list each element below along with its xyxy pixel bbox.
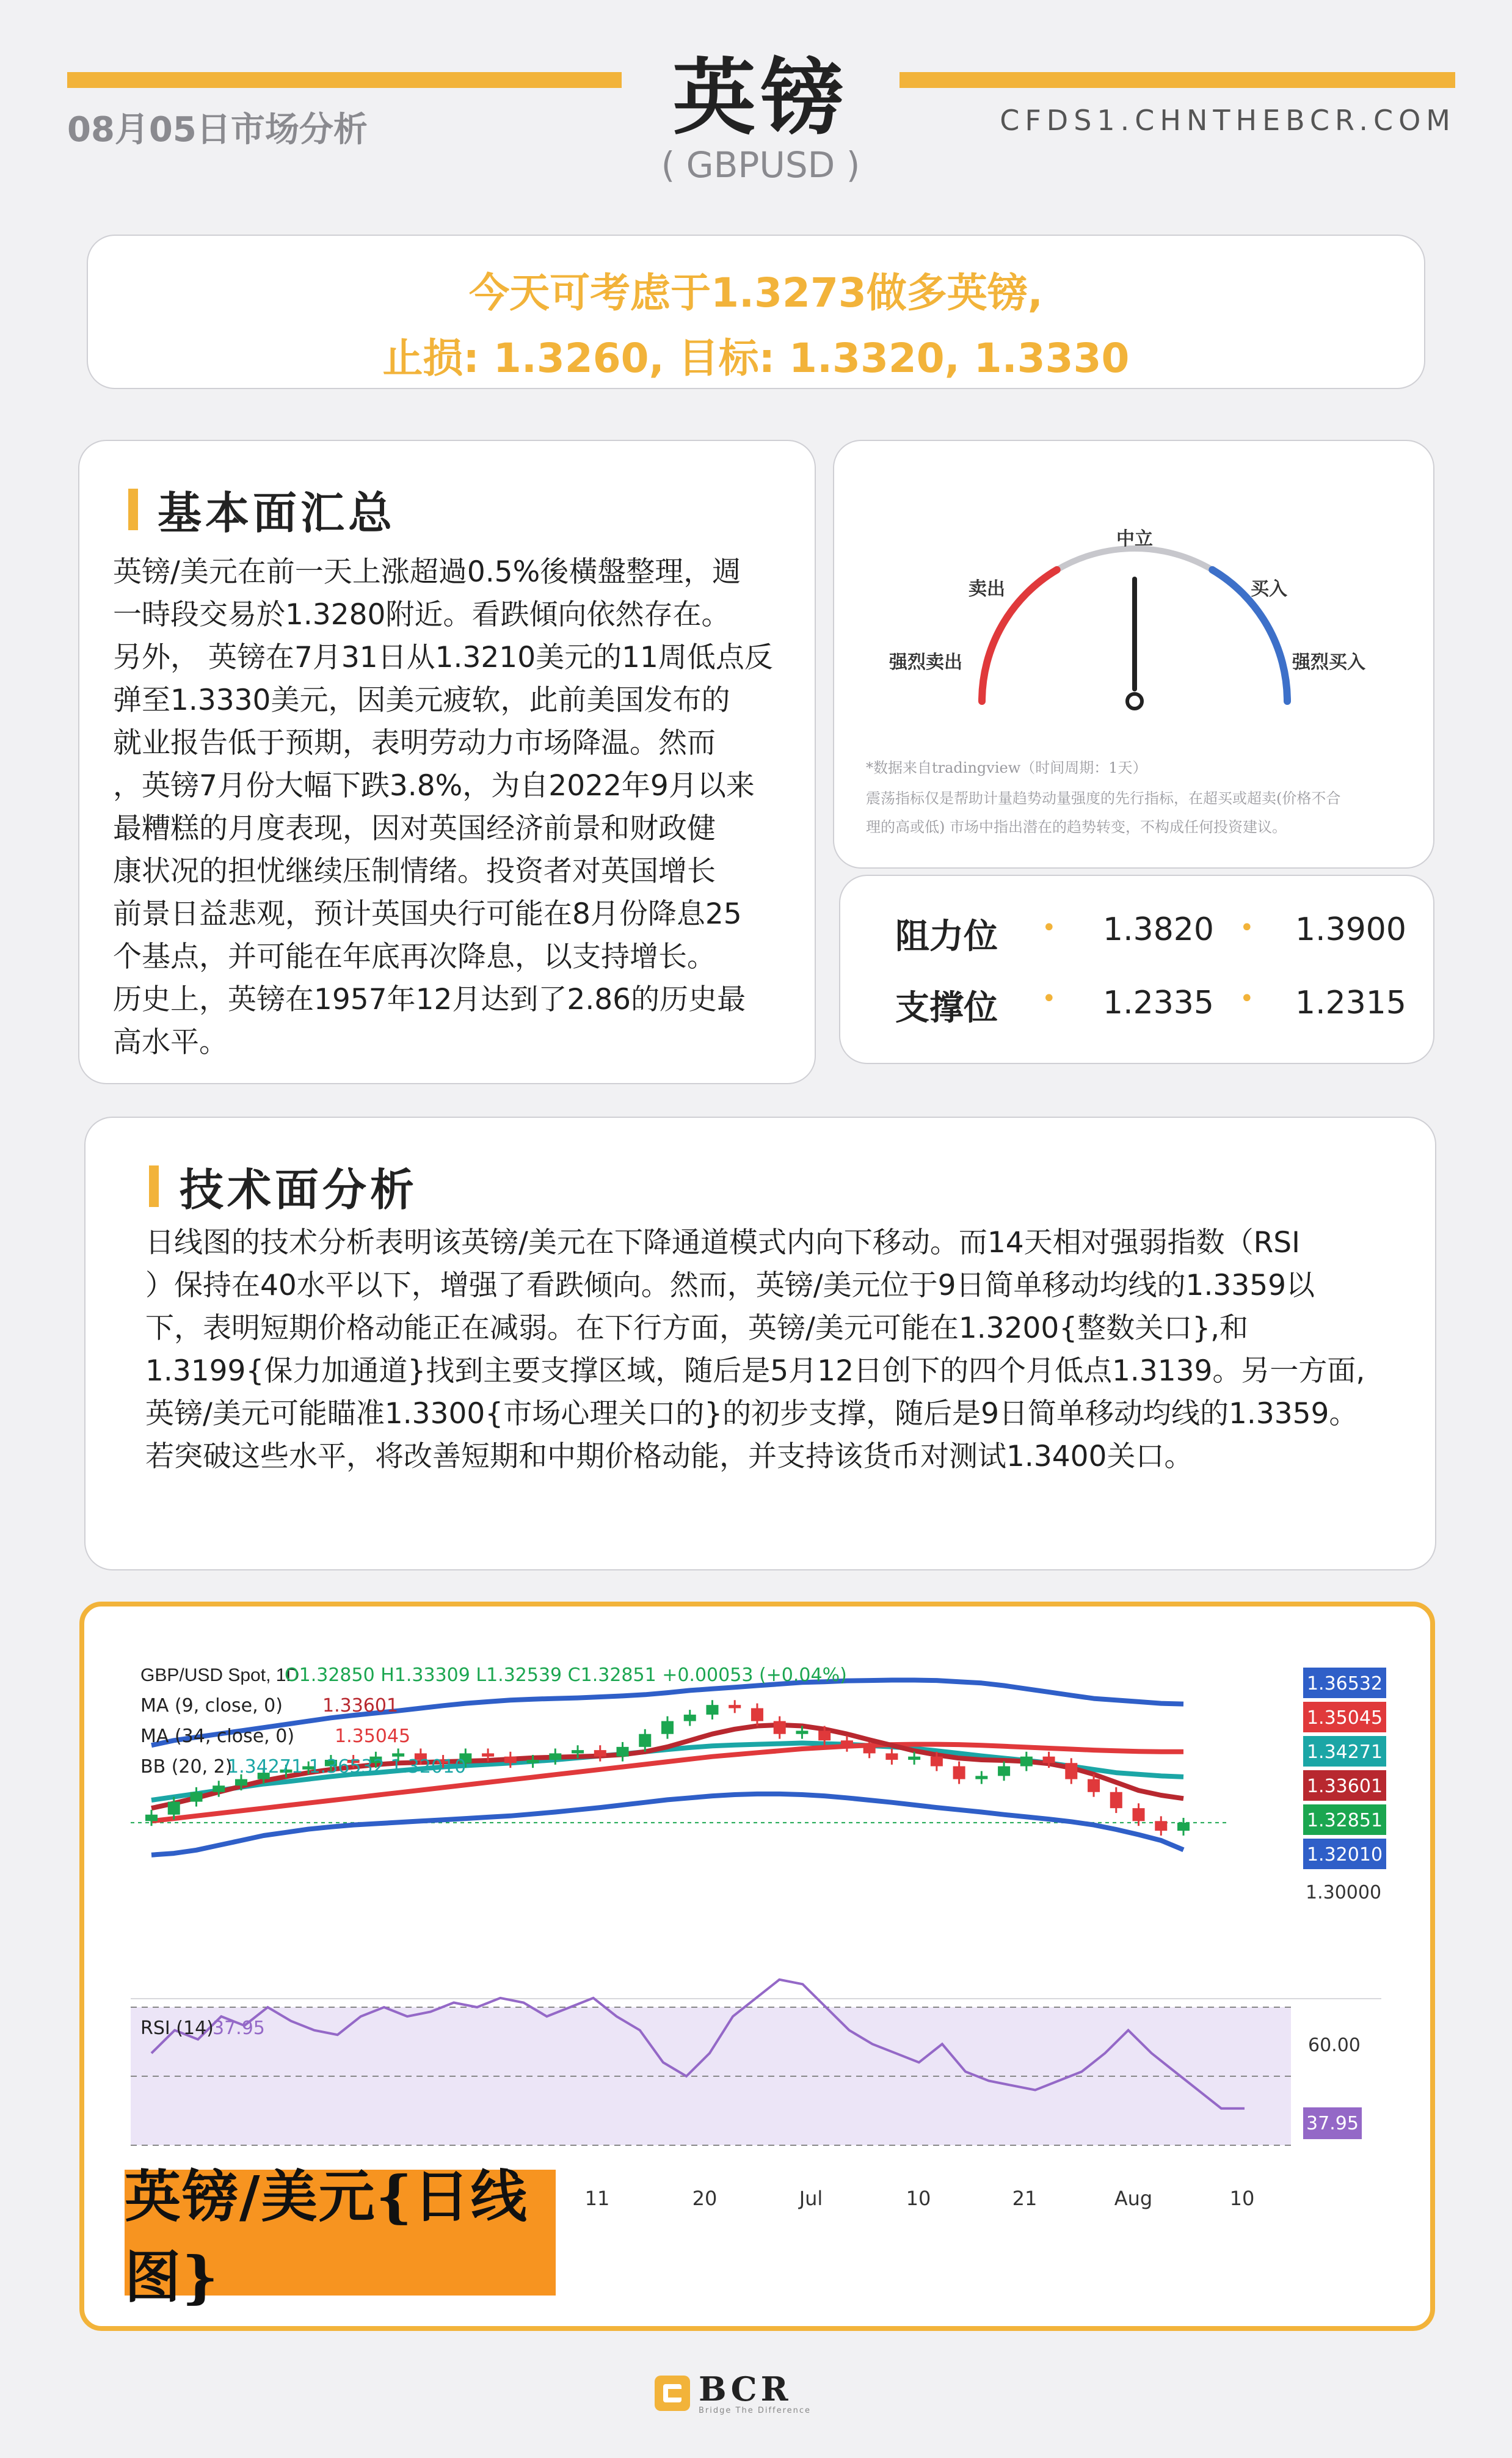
logo-tagline: Bridge The Difference: [699, 2405, 812, 2415]
gauge-label-sell: 卖出: [969, 578, 1005, 600]
resistance-value-2: 1.3900: [1295, 911, 1406, 948]
fundamentals-line: 高水平。: [113, 1026, 228, 1059]
price-tag-label: 1.34271: [1306, 1741, 1383, 1763]
recommendation-card: [87, 235, 1425, 389]
technical-line: 1.3199{保力加通道}找到主要支撑区域，随后是5月12日创下的四个月低点1.3139。另一方面,: [145, 1354, 1365, 1388]
candle-body: [998, 1767, 1010, 1776]
resistance-label: 阻力位: [895, 917, 998, 957]
candle-body: [729, 1705, 741, 1708]
candle-body: [617, 1747, 629, 1757]
gauge-card: [833, 440, 1434, 869]
candle-body: [751, 1708, 763, 1721]
resistance-value-1: 1.3820: [1103, 911, 1214, 948]
candle-body: [1177, 1823, 1190, 1831]
x-tick-label: 10: [1229, 2187, 1255, 2210]
gauge-note-3: 理的高或低) 市场中指出潜在的趋势转变，不构成任何投资建议。: [866, 819, 1287, 836]
candle-body: [706, 1705, 718, 1715]
x-tick-label: 10: [906, 2187, 931, 2210]
candle-body: [796, 1730, 808, 1734]
sentiment-gauge: [834, 478, 1436, 734]
gauge-label-strong-sell: 强烈卖出: [889, 652, 962, 673]
support-label: 支撑位: [895, 988, 998, 1028]
fundamentals-line: 个基点，并可能在年底再次降息，以支持增长。: [113, 940, 716, 974]
candle-body: [953, 1767, 965, 1779]
candle-body: [975, 1776, 987, 1779]
candle-body: [1043, 1757, 1055, 1763]
candle-body: [168, 1802, 180, 1815]
chart-stamp: [125, 2164, 556, 2310]
rsi-value-tag-text: 37.95: [1306, 2113, 1359, 2134]
x-tick-label: Jul: [799, 2187, 823, 2210]
price-tag-label: 1.35045: [1306, 1707, 1383, 1729]
logo-text: BCR: [699, 2369, 792, 2409]
candle-body: [1133, 1808, 1145, 1821]
logo-mark-icon: [655, 2376, 690, 2411]
date-label: 08月05日市场分析: [67, 110, 368, 150]
technical-line: 下，表明短期价格动能正在减弱。在下行方面，英镑/美元可能在1.3200{整数关口},和: [145, 1311, 1249, 1345]
candle-body: [661, 1721, 674, 1734]
candle-body: [594, 1750, 606, 1757]
fundamentals-line: 康状况的担忧继续压制情绪。投资者对英国增长: [113, 855, 716, 888]
technical-line: 若突破这些水平，将改善短期和中期价格动能，并支持该货币对测试1.3400关口。: [145, 1440, 1193, 1473]
candle-body: [774, 1721, 786, 1734]
resistance-dot-2: •: [1240, 914, 1254, 942]
technical-title: 技术面分析: [180, 1164, 418, 1216]
page-title: 英镑: [672, 50, 849, 147]
candle-body: [504, 1757, 517, 1763]
candle-body: [639, 1734, 651, 1747]
candle-body: [482, 1753, 494, 1756]
legend-ma34-value: 1.35045: [335, 1726, 411, 1747]
candle-body: [213, 1785, 225, 1792]
chart-stamp-text: 英镑/美元{日线图}: [125, 2164, 528, 2310]
legend-bb-value: 1.34271 1.36532 1.32010: [227, 1756, 467, 1778]
fundamentals-line: 另外， 英镑在7月31日从1.3210美元的11周低点反: [113, 641, 773, 674]
fundamentals-line: 前景日益悲观，预计英国央行可能在8月份降息25: [113, 897, 742, 931]
fundamentals-line: 弹至1.3330美元，因美元疲软，此前美国发布的: [113, 684, 730, 717]
candle-body: [818, 1730, 831, 1740]
rsi-value: 37.95: [213, 2018, 265, 2039]
support-dot-1: •: [1042, 985, 1056, 1013]
fundamentals-card: [78, 440, 816, 1084]
candle-body: [841, 1740, 853, 1747]
rsi-band: [131, 2007, 1291, 2145]
price-tag-label: 1.32851: [1306, 1810, 1383, 1831]
candle-body: [527, 1760, 539, 1763]
rsi-level-label: 60.00: [1308, 2035, 1361, 2056]
resistance-dot-1: •: [1042, 914, 1056, 942]
site-url[interactable]: CFDS1.CHNTHEBCR.COM: [1000, 104, 1456, 137]
support-value-2: 1.2315: [1295, 985, 1406, 1021]
candle-body: [684, 1715, 696, 1721]
gauge-label-buy: 买入: [1251, 578, 1287, 600]
price-tag-label: 1.33601: [1306, 1776, 1383, 1797]
fundamentals-line: ，英镑7月份大幅下跌3.8%，为自2022年9月以来: [113, 769, 755, 803]
legend-ma9-label: MA (9, close, 0): [140, 1695, 283, 1716]
candle-body: [1020, 1757, 1033, 1767]
footer-logo: [655, 2369, 811, 2418]
legend-ma9-value: 1.33601: [322, 1695, 399, 1716]
price-tag-label: 1.36532: [1306, 1673, 1383, 1694]
candle-body: [235, 1779, 247, 1786]
chart-ohlc: O1.32850 H1.33309 L1.32539 C1.32851 +0.00053 (+0.04%): [285, 1665, 847, 1686]
header-rule-right: [900, 72, 1455, 88]
candle-body: [190, 1792, 202, 1802]
legend-ma34-label: MA (34, close, 0): [140, 1726, 295, 1747]
fundamentals-line: 一時段交易於1.3280附近。看跌傾向依然存在。: [113, 598, 730, 632]
price-tag-label: 1.32010: [1306, 1844, 1383, 1865]
price-axis-label: 1.30000: [1306, 1882, 1382, 1903]
candle-body: [931, 1757, 943, 1767]
candle-body: [1155, 1821, 1167, 1831]
candle-body: [863, 1747, 876, 1754]
candle-body: [1065, 1763, 1077, 1779]
fundamentals-line: 历史上，英镑在1957年12月达到了2.86的历史最: [113, 983, 746, 1016]
recommendation-line-2: 止损: 1.3260, 目标: 1.3320, 1.3330: [382, 335, 1130, 382]
x-tick-label: Aug: [1114, 2187, 1153, 2210]
candle-body: [1088, 1779, 1100, 1792]
technical-line: 日线图的技术分析表明该英镑/美元在下降通道模式内向下移动。而14天相对强弱指数（RSI: [145, 1226, 1300, 1260]
fundamentals-title: 基本面汇总: [158, 487, 396, 539]
x-tick-label: 20: [692, 2187, 718, 2210]
fundamentals-line: 就业报告低于预期，表明劳动力市场降温。然而: [113, 726, 716, 760]
gauge-label-strong-buy: 强烈买入: [1292, 652, 1365, 673]
chart-frame: [79, 1602, 1435, 2331]
recommendation-line-1: 今天可考虑于1.3273做多英镑,: [469, 269, 1043, 316]
fundamentals-line: 最糟糕的月度表现，因对英国经济前景和财政健: [113, 812, 716, 845]
rsi-label: RSI (14): [140, 2018, 214, 2039]
fundamentals-line: 英镑/美元在前一天上涨超過0.5%後橫盤整理，週: [113, 555, 741, 589]
legend-bb-label: BB (20, 2): [140, 1756, 233, 1778]
page-subtitle: ( GBPUSD ): [661, 144, 860, 186]
header-rule-left: [67, 72, 622, 88]
x-tick-label: 21: [1012, 2187, 1038, 2210]
candle-body: [549, 1753, 561, 1760]
gauge-label-neutral: 中立: [1116, 528, 1153, 550]
candle-body: [572, 1750, 584, 1753]
x-tick-label: 11: [584, 2187, 610, 2210]
candle-body: [1110, 1792, 1122, 1808]
candle-body: [145, 1815, 158, 1822]
candle-body: [908, 1757, 920, 1760]
technical-text: [145, 1222, 1403, 1478]
technical-line: 英镑/美元可能瞄准1.3300{市场心理关口的}的初步支撑，随后是9日简单移动均线的1.3359。: [145, 1397, 1358, 1431]
fundamentals-title-bar: [128, 489, 138, 530]
gauge-pivot: [1127, 694, 1142, 709]
chart-title: GBP/USD Spot, 1D: [140, 1665, 300, 1685]
levels-card: [839, 875, 1434, 1064]
technical-card: [84, 1117, 1436, 1570]
support-value-1: 1.2335: [1103, 985, 1214, 1021]
technical-title-bar: [149, 1165, 159, 1207]
fundamentals-text: [113, 551, 791, 1064]
technical-line: ）保持在40水平以下，增强了看跌倾向。然而，英镑/美元位于9日简单移动均线的1.3359以: [145, 1269, 1315, 1302]
gauge-note-2: 震荡指标仅是帮助计量趋势动量强度的先行指标，在超买或超卖(价格不合: [866, 790, 1341, 807]
candle-body: [885, 1753, 898, 1760]
support-dot-2: •: [1240, 985, 1254, 1013]
gauge-note-1: *数据来自tradingview（时间周期：1天）: [866, 759, 1147, 776]
